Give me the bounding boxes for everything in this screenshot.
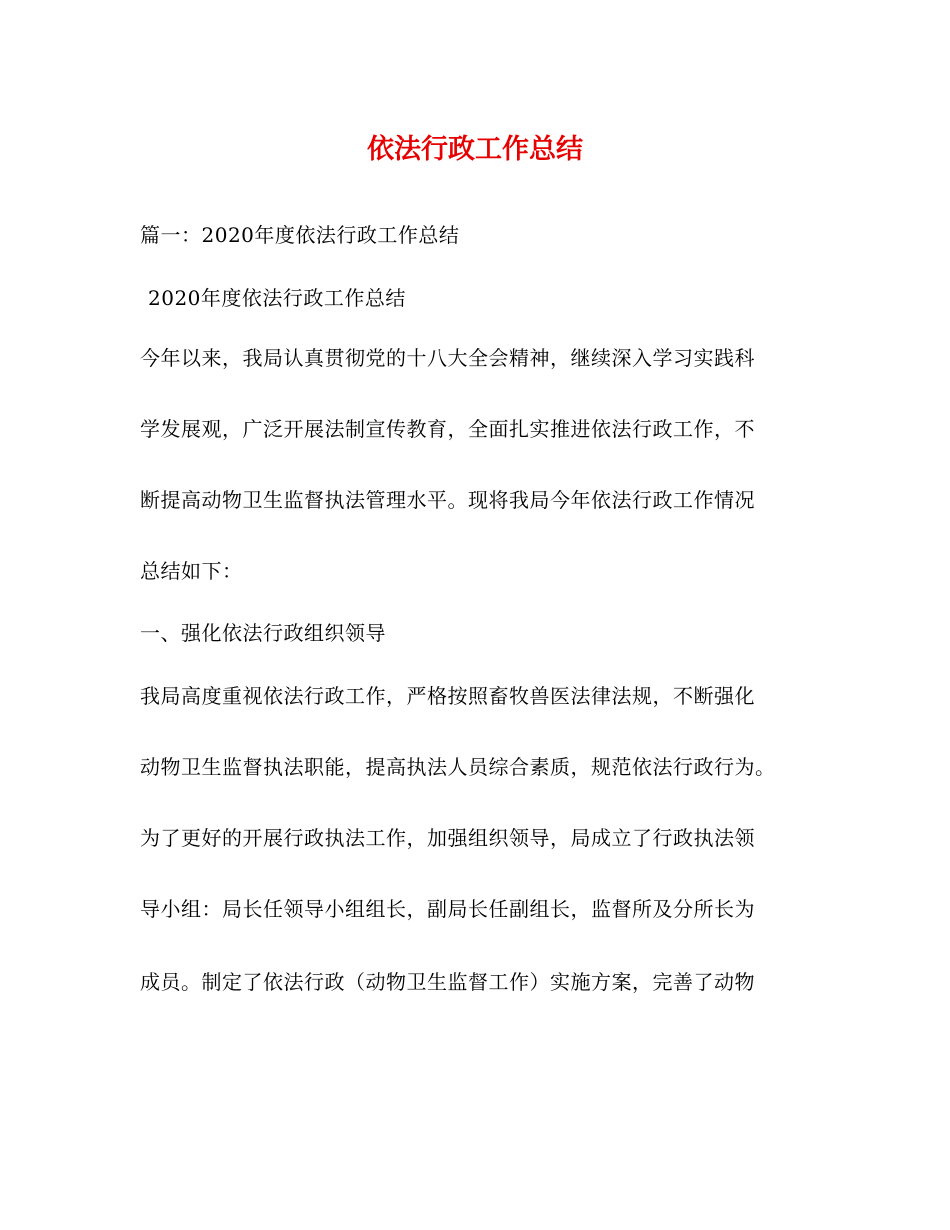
paragraph-line: 今年以来，我局认真贯彻党的十八大全会精神，继续深入学习实践科 bbox=[140, 346, 755, 370]
document-title: 依法行政工作总结 bbox=[367, 134, 583, 165]
paragraph-line: 为了更好的开展行政执法工作，加强组织领导，局成立了行政执法领 bbox=[140, 826, 755, 850]
paragraph-line: 成员。制定了依法行政（动物卫生监督工作）实施方案，完善了动物 bbox=[140, 970, 755, 994]
subtitle: 2020年度依法行政工作总结 bbox=[148, 286, 406, 310]
section-heading-one: 一、强化依法行政组织领导 bbox=[140, 621, 386, 645]
paragraph-line: 动物卫生监督执法职能，提高执法人员综合素质，规范依法行政行为。 bbox=[140, 755, 776, 779]
section-heading-part-one: 篇一：2020年度依法行政工作总结 bbox=[140, 223, 460, 247]
paragraph-line: 总结如下： bbox=[140, 559, 243, 583]
paragraph-line: 学发展观，广泛开展法制宣传教育，全面扎实推进依法行政工作，不 bbox=[140, 417, 755, 441]
paragraph-line: 导小组：局长任领导小组组长，副局长任副组长，监督所及分所长为 bbox=[140, 897, 755, 921]
paragraph-line: 我局高度重视依法行政工作，严格按照畜牧兽医法律法规，不断强化 bbox=[140, 684, 755, 708]
paragraph-line: 断提高动物卫生监督执法管理水平。现将我局今年依法行政工作情况 bbox=[140, 488, 755, 512]
